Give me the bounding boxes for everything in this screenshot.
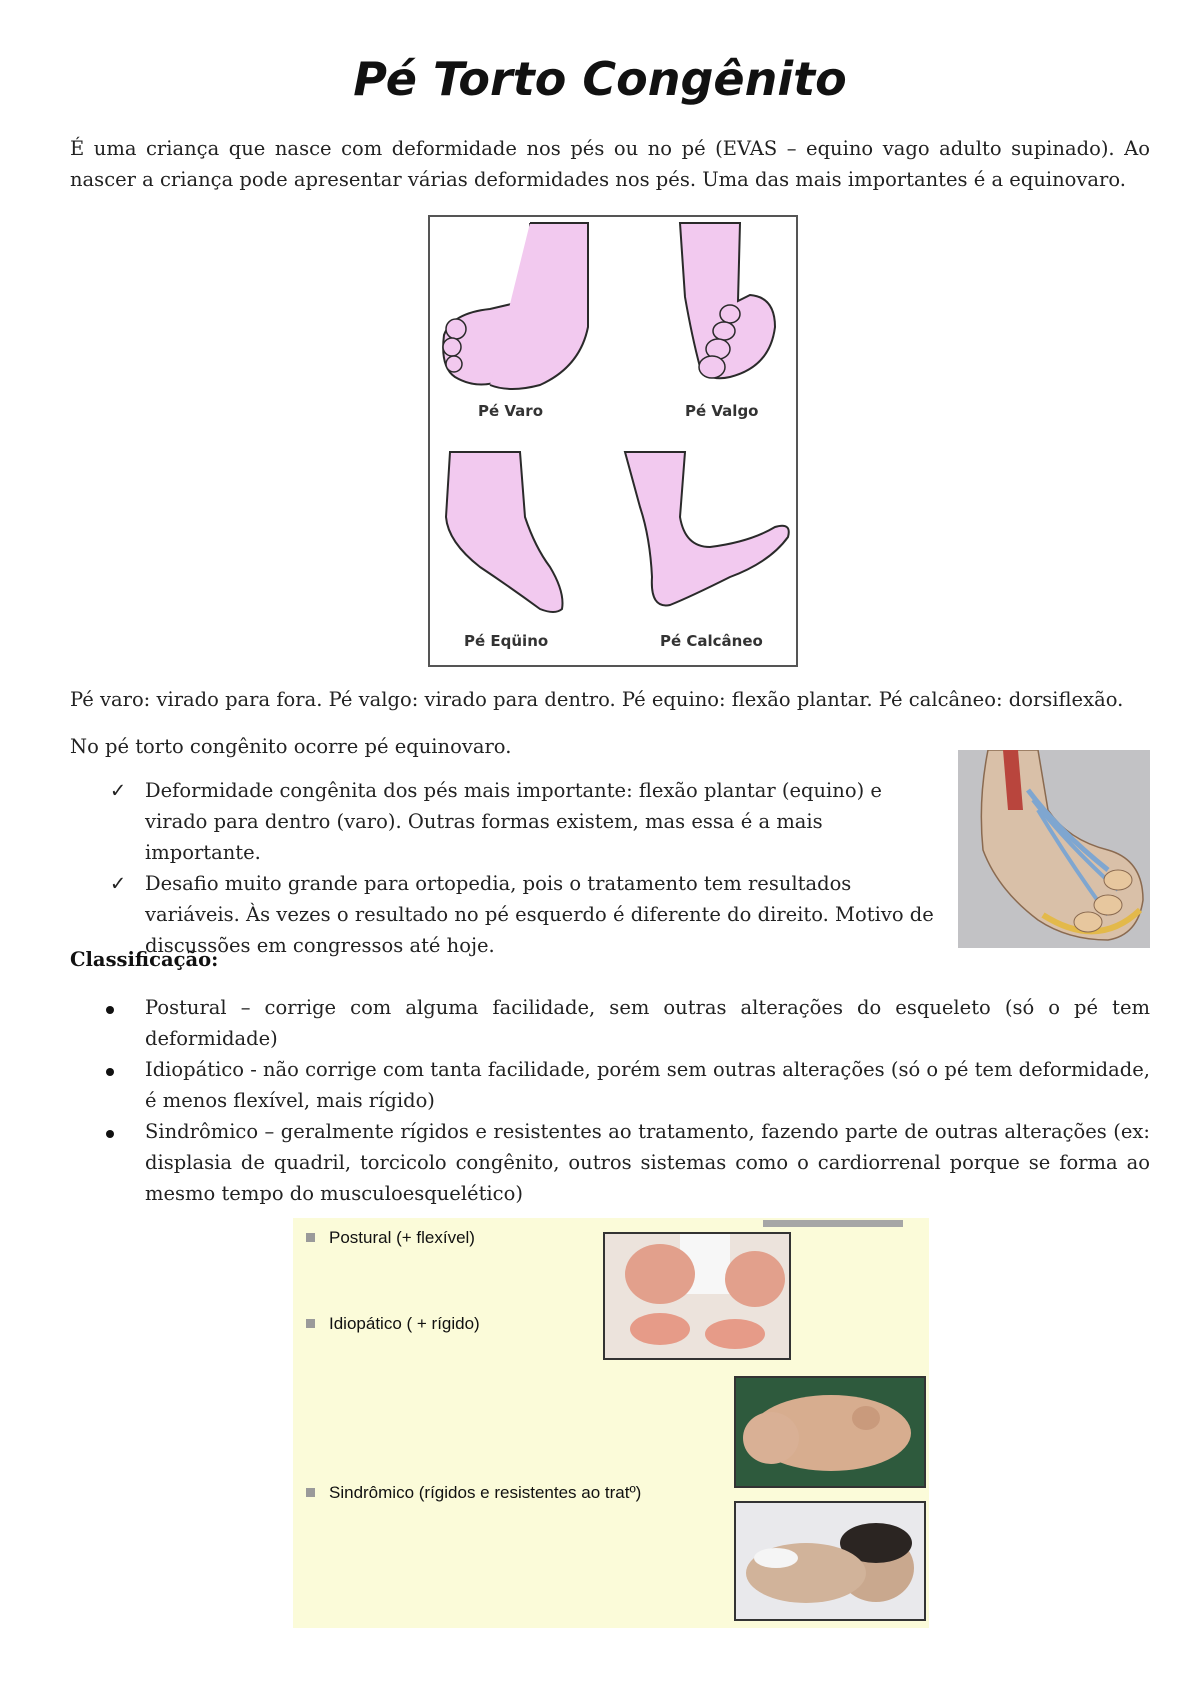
classification-list xyxy=(70,992,1150,1209)
photo-syndromic-baby-1 xyxy=(734,1376,926,1488)
classification-item-text: Idiopático - não corrige com tanta facilidade, porém sem outras alterações (só o pé tem deformidade, é menos flexível, mais rígido) xyxy=(145,1058,1150,1112)
classification-heading: Classificação: xyxy=(70,948,219,971)
foot-drawings xyxy=(430,217,796,665)
bullet-icon xyxy=(106,1068,114,1076)
photo-postural-feet xyxy=(603,1232,791,1360)
check-list xyxy=(70,775,940,961)
label-pe-equino: Pé Eqüino xyxy=(464,632,549,650)
square-bullet-icon xyxy=(306,1319,315,1328)
intro-paragraph: É uma criança que nasce com deformidade nos pés ou no pé (EVAS – equino vago adulto supinado). Ao nascer a criança pode apresentar várias deformidades nos pés. Uma das mais importantes é a equinovaro. xyxy=(70,137,1150,191)
classification-item-text: Sindrômico – geralmente rígidos e resistentes ao tratamento, fazendo parte de outras alterações (ex: displasia de quadril, torcicolo congênito, outros sistemas como o cardiorrenal porque se forma ao mesmo tempo do musculoesquelético) xyxy=(145,1120,1150,1205)
checkmark-icon: ✓ xyxy=(109,872,127,895)
check-list-item-text: Deformidade congênita dos pés mais importante: flexão plantar (equino) e virado para dentro (varo). Outras formas existem, mas essa é a mais importante. xyxy=(145,779,882,864)
classification-item-text: Postural – corrige com alguma facilidade, sem outras alterações do esqueleto (só o pé tem deformidade) xyxy=(145,996,1150,1050)
photo-syndromic-baby-2 xyxy=(734,1501,926,1621)
equino-foot-drawing xyxy=(446,452,563,612)
classification-slide-image xyxy=(293,1218,929,1628)
slide-item-sindromico: Sindrômico (rígidos e resistentes ao tratº) xyxy=(306,1483,641,1503)
bullet-icon xyxy=(106,1130,114,1138)
label-pe-valgo: Pé Valgo xyxy=(685,402,759,420)
foot-deformities-figure xyxy=(428,215,798,667)
foot-anatomy-image xyxy=(958,750,1150,948)
classification-item xyxy=(70,1054,1150,1116)
label-pe-varo: Pé Varo xyxy=(478,402,544,420)
classification-item xyxy=(70,1116,1150,1209)
calcaneo-foot-drawing xyxy=(625,452,789,605)
equinovaro-paragraph: No pé torto congênito ocorre pé equinovaro. xyxy=(70,735,512,758)
bullet-icon xyxy=(106,1006,114,1014)
square-bullet-icon xyxy=(306,1488,315,1497)
check-list-item-text: Desafio muito grande para ortopedia, pois o tratamento tem resultados variáveis. Às vezes o resultado no pé esquerdo é diferente do direito. Motivo de discussões em congressos até hoje. xyxy=(145,872,934,957)
slide-item-idiopatico: Idiopático ( + rígido) xyxy=(306,1314,480,1334)
classification-item xyxy=(70,992,1150,1054)
definitions-paragraph: Pé varo: virado para fora. Pé valgo: virado para dentro. Pé equino: flexão plantar. Pé calcâneo: dorsiflexão. xyxy=(70,688,1124,711)
label-pe-calcaneo: Pé Calcâneo xyxy=(660,632,763,650)
check-list-item xyxy=(70,775,940,868)
square-bullet-icon xyxy=(306,1233,315,1242)
checkmark-icon: ✓ xyxy=(109,779,127,802)
page-title: Pé Torto Congênito xyxy=(353,52,847,106)
slide-item-postural: Postural (+ flexível) xyxy=(306,1228,475,1248)
slide-decor-bar xyxy=(763,1220,903,1227)
